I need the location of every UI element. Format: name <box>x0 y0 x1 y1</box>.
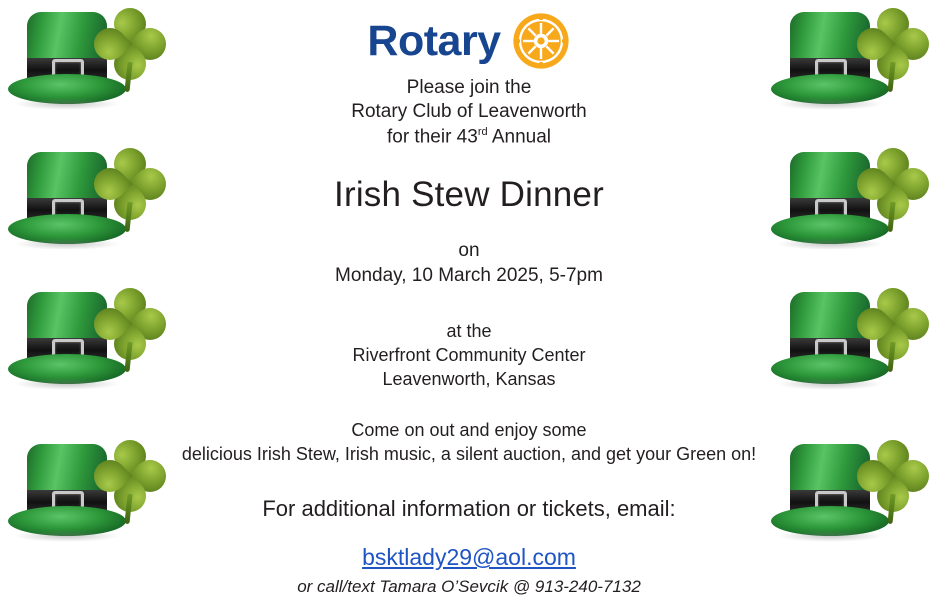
hat-clover-unit <box>763 432 938 572</box>
venue-city: Leavenworth, Kansas <box>382 369 556 390</box>
invite-line-3-prefix: for their 43 <box>386 125 478 147</box>
four-leaf-clover-icon <box>96 286 168 374</box>
hat-clover-unit <box>0 140 175 280</box>
event-where-block <box>175 319 763 392</box>
four-leaf-clover-icon <box>96 6 168 94</box>
hat-clover-unit <box>763 0 938 140</box>
when-value: Monday, 10 March 2025, 5-7pm <box>335 264 603 286</box>
decoration-column-left <box>0 0 175 582</box>
event-title: Irish Stew Dinner <box>334 175 604 215</box>
contact-email-link[interactable]: bsktlady29@aol.com <box>362 544 576 571</box>
four-leaf-clover-icon <box>859 146 931 234</box>
rotary-logo <box>175 0 763 72</box>
hat-clover-unit <box>763 280 938 420</box>
four-leaf-clover-icon <box>96 438 168 526</box>
rotary-wheel-icon <box>511 11 571 71</box>
pitch-line-2: delicious Irish Stew, Irish music, a silent auction, and get your Green on! <box>181 443 757 464</box>
invite-line-3-suffix: Annual <box>487 125 551 147</box>
when-label: on <box>458 240 480 262</box>
invite-line-1: Please join the <box>406 77 532 98</box>
contact-info-line: For additional information or tickets, email: <box>262 496 676 522</box>
venue-name: Riverfront Community Center <box>352 344 586 365</box>
hat-clover-unit <box>0 0 175 140</box>
four-leaf-clover-icon <box>859 286 931 374</box>
hat-clover-unit <box>0 432 175 572</box>
rotary-wordmark: Rotary <box>367 16 501 65</box>
event-when-block <box>175 239 763 288</box>
pitch-line-1: Come on out and enjoy some <box>351 419 587 440</box>
hat-clover-unit <box>0 280 175 420</box>
four-leaf-clover-icon <box>96 146 168 234</box>
hat-clover-unit <box>763 140 938 280</box>
invitation-block <box>175 76 763 149</box>
four-leaf-clover-icon <box>859 438 931 526</box>
contact-phone-line: or call/text Tamara O’Sevcik @ 913-240-7132 <box>297 577 641 597</box>
invite-line-3 <box>175 125 763 150</box>
decoration-column-right <box>763 0 938 582</box>
where-label: at the <box>446 320 492 341</box>
invite-ordinal-suffix: rd <box>477 125 488 138</box>
pitch-block <box>175 418 763 467</box>
four-leaf-clover-icon <box>859 6 931 94</box>
invite-line-2: Rotary Club of Leavenworth <box>351 101 587 123</box>
flyer-content <box>175 0 763 597</box>
